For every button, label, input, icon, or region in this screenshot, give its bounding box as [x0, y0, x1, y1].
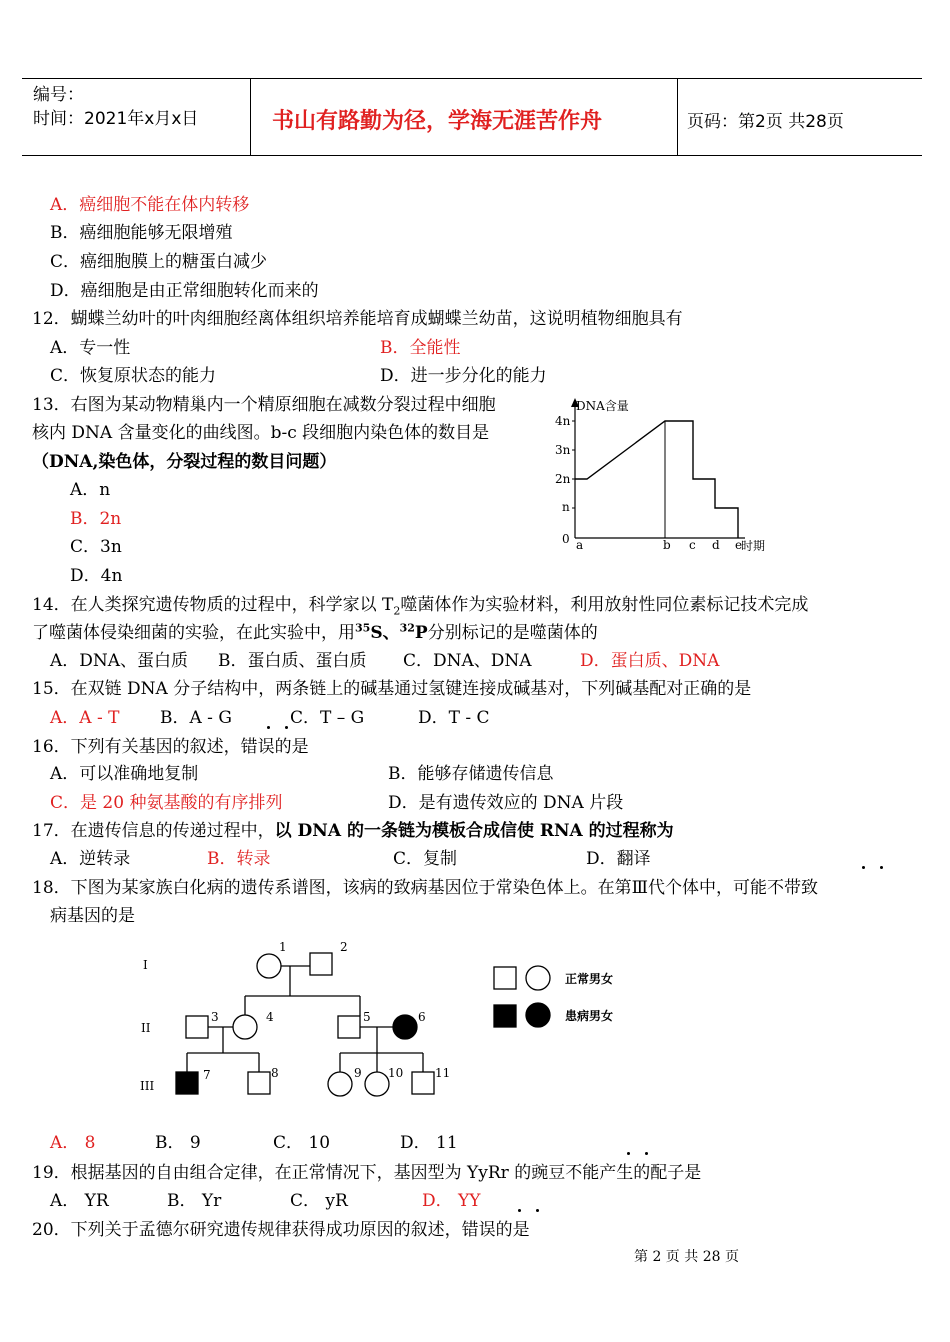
- q13-option-b: B．2n: [70, 509, 122, 529]
- pedigree-label-7: 7: [203, 1068, 211, 1082]
- emphasis-dot: [285, 726, 288, 729]
- q17-option-d: D．翻译: [586, 849, 651, 869]
- header-page-code: 页码：第2页 共28页: [687, 112, 844, 132]
- q19-option-a: A． YR: [50, 1191, 109, 1211]
- chart-ytick-4n: 4n: [555, 414, 571, 428]
- q12-option-a: A．专一性: [50, 338, 131, 358]
- pedigree-label-3: 3: [211, 1010, 219, 1024]
- legend-affected-label: 患病男女: [565, 1009, 614, 1023]
- q14-stem-1a: 14．在人类探究遗传物质的过程中，科学家以 T: [32, 595, 394, 615]
- pedigree-label-10: 10: [388, 1066, 404, 1080]
- emphasis-dot: [536, 1209, 539, 1212]
- pedigree-individual-7: [176, 1072, 198, 1094]
- chart-dna-curve: [575, 421, 738, 538]
- q12-option-b: B．全能性: [380, 338, 461, 358]
- emphasis-dot: [880, 866, 883, 869]
- pedigree-individual-6: [393, 1015, 417, 1039]
- emphasis-dot: [862, 866, 865, 869]
- q17-stem-a: 17．在遗传信息的传递过程中，: [32, 821, 275, 841]
- pedigree-individual-11: [412, 1072, 434, 1094]
- pedigree-chart: [135, 935, 635, 1110]
- pedigree-label-9: 9: [354, 1066, 362, 1080]
- q18-option-b: B． 9: [155, 1133, 201, 1153]
- q17-option-a: A．逆转录: [50, 849, 131, 869]
- q15-option-a: A．A - T: [50, 708, 120, 728]
- q19-stem: 19．根据基因的自由组合定律，在正常情况下，基因型为 YyRr 的豌豆不能产生的配子是: [32, 1163, 702, 1183]
- pedigree-individual-9: [328, 1072, 352, 1096]
- pedigree-label-5: 5: [363, 1010, 371, 1024]
- q14-stem-line2: [32, 618, 598, 643]
- pedigree-individual-10: [365, 1072, 389, 1096]
- q12-option-c: C．恢复原状态的能力: [50, 366, 217, 386]
- pedigree-label-6: 6: [418, 1010, 426, 1024]
- q14-stem-line1: [32, 590, 808, 617]
- q14-s-sup: 35: [355, 621, 371, 635]
- chart-xtick-e: e: [735, 538, 743, 552]
- q14-p-sup: 32: [399, 621, 415, 635]
- q18-option-c: C． 10: [273, 1133, 331, 1153]
- pedigree-individual-1: [257, 954, 281, 978]
- q11-option-a: A．癌细胞不能在体内转移: [50, 195, 250, 215]
- q14-stem-2a: 了噬菌体侵染细菌的实验，在此实验中，用: [32, 623, 355, 643]
- pedigree-label-4: 4: [266, 1010, 274, 1024]
- q19-option-d: D． YY: [422, 1191, 481, 1211]
- pedigree-gen-1: I: [143, 958, 148, 972]
- emphasis-dot: [645, 1152, 648, 1155]
- q14-stem-1b: 噬菌体作为实验材料，利用放射性同位素标记技术完成: [400, 595, 809, 615]
- dna-content-chart: [545, 393, 780, 558]
- q14-option-c: C．DNA、DNA: [403, 651, 532, 671]
- pedigree-label-8: 8: [271, 1066, 279, 1080]
- q15-option-b: B．A - G: [160, 708, 232, 728]
- chart-ytick-n: n: [562, 500, 570, 514]
- chart-ytick-2n: 2n: [555, 472, 571, 486]
- q17-stem-b: 以 DNA 的一条链为模板合成信使 RNA 的过程称为: [274, 821, 674, 841]
- q12-stem: 12．蝴蝶兰幼叶的叶肉细胞经离体组织培养能培育成蝴蝶兰幼苗，这说明植物细胞具有: [32, 309, 683, 329]
- q14-stem-2b: 分别标记的是噬菌体的: [427, 623, 598, 643]
- pedigree-individual-8: [248, 1072, 270, 1094]
- q17-option-c: C．复制: [393, 849, 458, 869]
- header-top-rule: [22, 78, 922, 79]
- chart-xtick-a: a: [576, 538, 584, 552]
- legend-affected-male: [494, 1005, 516, 1027]
- serial-label: 编号：: [33, 85, 84, 105]
- emphasis-dot: [267, 726, 270, 729]
- q11-option-c: C．癌细胞膜上的糖蛋白减少: [50, 252, 268, 272]
- chart-ytick-3n: 3n: [555, 443, 571, 457]
- pedigree-label-1: 1: [279, 940, 287, 954]
- q19-option-c: C． yR: [290, 1191, 348, 1211]
- q14-option-d: D．蛋白质、DNA: [580, 651, 720, 671]
- q16-option-d: D．是有遗传效应的 DNA 片段: [388, 793, 624, 813]
- pedigree-label-2: 2: [340, 940, 348, 954]
- q12-option-d: D．进一步分化的能力: [380, 366, 547, 386]
- pedigree-gen-2: II: [141, 1021, 151, 1035]
- legend-normal-male: [494, 967, 516, 989]
- q13-stem-line1: 13．右图为某动物精巢内一个精原细胞在减数分裂过程中细胞: [32, 395, 496, 415]
- q16-option-b: B．能够存储遗传信息: [388, 764, 554, 784]
- chart-xlabel: 时期: [741, 539, 766, 553]
- pedigree-individual-4: [233, 1015, 257, 1039]
- time-label: 时间：2021年x月x日: [33, 109, 199, 129]
- legend-normal-label: 正常男女: [565, 972, 614, 986]
- chart-xtick-b: b: [663, 538, 671, 552]
- q17-option-b: B．转录: [207, 849, 271, 869]
- q14-option-a: A．DNA、蛋白质: [50, 651, 189, 671]
- q11-option-b: B．癌细胞能够无限增殖: [50, 223, 233, 243]
- header-divider-right: [677, 78, 678, 155]
- q18-stem-line1: 18．下图为某家族白化病的遗传系谱图，该病的致病基因位于常染色体上。在第Ⅲ代个体中，可能不带致: [32, 878, 819, 898]
- pedigree-individual-5: [338, 1016, 360, 1038]
- pedigree-individual-2: [310, 953, 332, 975]
- pedigree-label-11: 11: [435, 1066, 451, 1080]
- pedigree-gen-3: III: [140, 1079, 155, 1093]
- header-bottom-rule: [22, 155, 922, 156]
- q18-stem-line2: 病基因的是: [50, 906, 135, 926]
- chart-xtick-d: d: [712, 538, 720, 552]
- q14-option-b: B．蛋白质、蛋白质: [218, 651, 367, 671]
- q18-option-d: D． 11: [400, 1133, 458, 1153]
- chart-xtick-c: c: [689, 538, 696, 552]
- q15-option-c: C．T – G: [290, 708, 365, 728]
- pedigree-individual-3: [186, 1016, 208, 1038]
- legend-normal-female: [526, 966, 550, 990]
- chart-ylabel: DNA含量: [576, 399, 629, 413]
- q14-t2-sub: 2: [393, 604, 401, 618]
- q18-option-a: A． 8: [50, 1133, 96, 1153]
- q13-note: （DNA,染色体，分裂过程的数目问题）: [32, 452, 337, 472]
- emphasis-dot: [518, 1209, 521, 1212]
- q14-s: S、: [370, 623, 400, 643]
- q16-option-c: C．是 20 种氨基酸的有序排列: [50, 793, 283, 813]
- page-footer: 第 2 页 共 28 页: [634, 1249, 739, 1265]
- q13-stem-line2: 核内 DNA 含量变化的曲线图。b-c 段细胞内染色体的数目是: [32, 423, 490, 443]
- header-motto: 书山有路勤为径，学海无涯苦作舟: [272, 109, 603, 134]
- q16-stem: 16．下列有关基因的叙述，错误的是: [32, 737, 309, 757]
- chart-origin: 0: [562, 532, 570, 546]
- q13-option-a: A．n: [70, 480, 111, 500]
- q16-option-a: A．可以准确地复制: [50, 764, 199, 784]
- legend-affected-female: [526, 1003, 550, 1027]
- q14-p: P: [414, 623, 428, 643]
- q15-stem: 15．在双链 DNA 分子结构中，两条链上的碱基通过氢键连接成碱基对，下列碱基配对正确的是: [32, 679, 752, 699]
- q19-option-b: B． Yr: [167, 1191, 222, 1211]
- q13-option-d: D．4n: [70, 566, 123, 586]
- q20-stem: 20．下列关于孟德尔研究遗传规律获得成功原因的叙述，错误的是: [32, 1220, 530, 1240]
- q17-stem: [32, 816, 674, 841]
- q15-option-d: D．T - C: [418, 708, 490, 728]
- q11-option-d: D．癌细胞是由正常细胞转化而来的: [50, 281, 319, 301]
- q13-option-c: C．3n: [70, 537, 122, 557]
- emphasis-dot: [627, 1152, 630, 1155]
- header-divider-left: [250, 78, 251, 155]
